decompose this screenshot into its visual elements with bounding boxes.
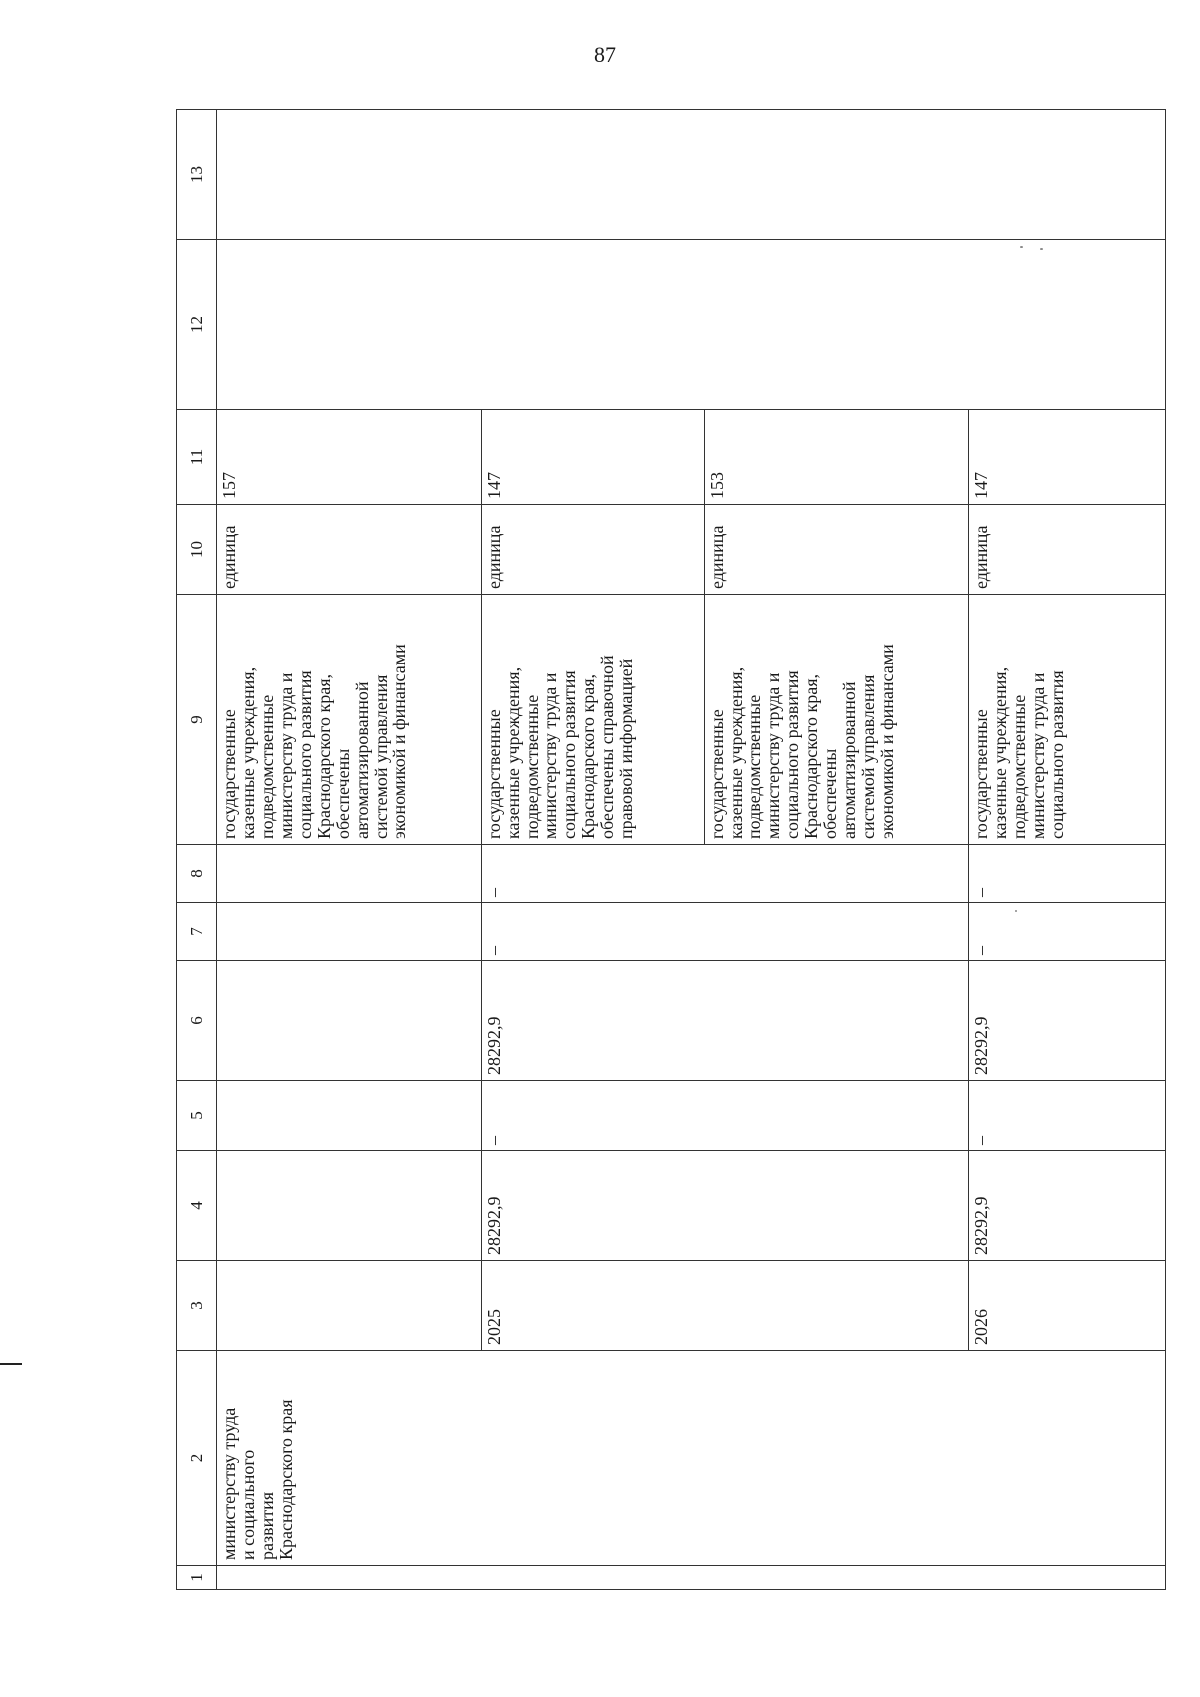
unit-cell: единица bbox=[704, 505, 968, 595]
page-number: 87 bbox=[594, 42, 616, 67]
cell-col6 bbox=[217, 961, 481, 1081]
cell-col4 bbox=[217, 1151, 481, 1261]
column-header: 9 bbox=[177, 595, 217, 845]
year-cell: 2025 bbox=[481, 1261, 968, 1351]
rotated-table bbox=[176, 110, 1166, 1590]
year-cell: 2026 bbox=[968, 1261, 1165, 1351]
cell-col4: 28292,9 bbox=[481, 1151, 968, 1261]
value-cell: 153 bbox=[704, 410, 968, 505]
cell-col5: – bbox=[481, 1081, 968, 1151]
column-header: 7 bbox=[177, 903, 217, 961]
unit-cell: единица bbox=[968, 505, 1165, 595]
cell-col5 bbox=[217, 1081, 481, 1151]
indicator-cell: государственные казенные учреждения, подведомственные министерству труда и социального развития Краснодарского края, обеспечены автоматизированной системой управления экономикой и финансами bbox=[704, 595, 968, 845]
unit-cell: единица bbox=[217, 505, 481, 595]
indicator-cell: государственные казенные учреждения, подведомственные министерству труда и социального развития bbox=[968, 595, 1165, 845]
cell-col7: – bbox=[481, 903, 968, 961]
year-cell bbox=[217, 1261, 481, 1351]
column-header: 3 bbox=[177, 1261, 217, 1351]
cell-col4: 28292,9 bbox=[968, 1151, 1165, 1261]
column-header: 13 bbox=[177, 110, 217, 240]
column-header: 2 bbox=[177, 1351, 217, 1566]
cell-col1 bbox=[217, 1566, 1166, 1590]
cell-col8 bbox=[217, 845, 481, 903]
cell-col7 bbox=[217, 903, 481, 961]
value-cell: 157 bbox=[217, 410, 481, 505]
header-row bbox=[177, 110, 217, 1590]
value-cell: 147 bbox=[481, 410, 704, 505]
column-header: 4 bbox=[177, 1151, 217, 1261]
unit-cell: единица bbox=[481, 505, 704, 595]
cell-col13 bbox=[217, 110, 1166, 240]
column-header: 5 bbox=[177, 1081, 217, 1151]
column-header: 1 bbox=[177, 1566, 217, 1590]
indicator-cell: государственные казенные учреждения, подведомственные министерству труда и социального развития Краснодарского края, обеспечены справочной правовой информацией bbox=[481, 595, 704, 845]
indicator-cell: государственные казенные учреждения, подведомственные министерству труда и социального развития Краснодарского края, обеспечены автоматизированной системой управления экономикой и финансами bbox=[217, 595, 481, 845]
column-header: 11 bbox=[177, 410, 217, 505]
column-header: 8 bbox=[177, 845, 217, 903]
cell-col6: 28292,9 bbox=[481, 961, 968, 1081]
cell-col7: – bbox=[968, 903, 1165, 961]
cell-col6: 28292,9 bbox=[968, 961, 1165, 1081]
scan-mark bbox=[0, 1363, 22, 1365]
column-header: 6 bbox=[177, 961, 217, 1081]
value-cell: 147 bbox=[968, 410, 1165, 505]
column-header: 12 bbox=[177, 240, 217, 410]
cell-col12 bbox=[217, 240, 1166, 410]
responsible-cell: министерству труда и социального развития Краснодарского края bbox=[217, 1351, 1166, 1566]
cell-col5: – bbox=[968, 1081, 1165, 1151]
column-header: 10 bbox=[177, 505, 217, 595]
cell-col8: – bbox=[481, 845, 968, 903]
cell-col8: – bbox=[968, 845, 1165, 903]
data-table bbox=[176, 109, 1166, 1590]
table-row bbox=[217, 110, 481, 1590]
